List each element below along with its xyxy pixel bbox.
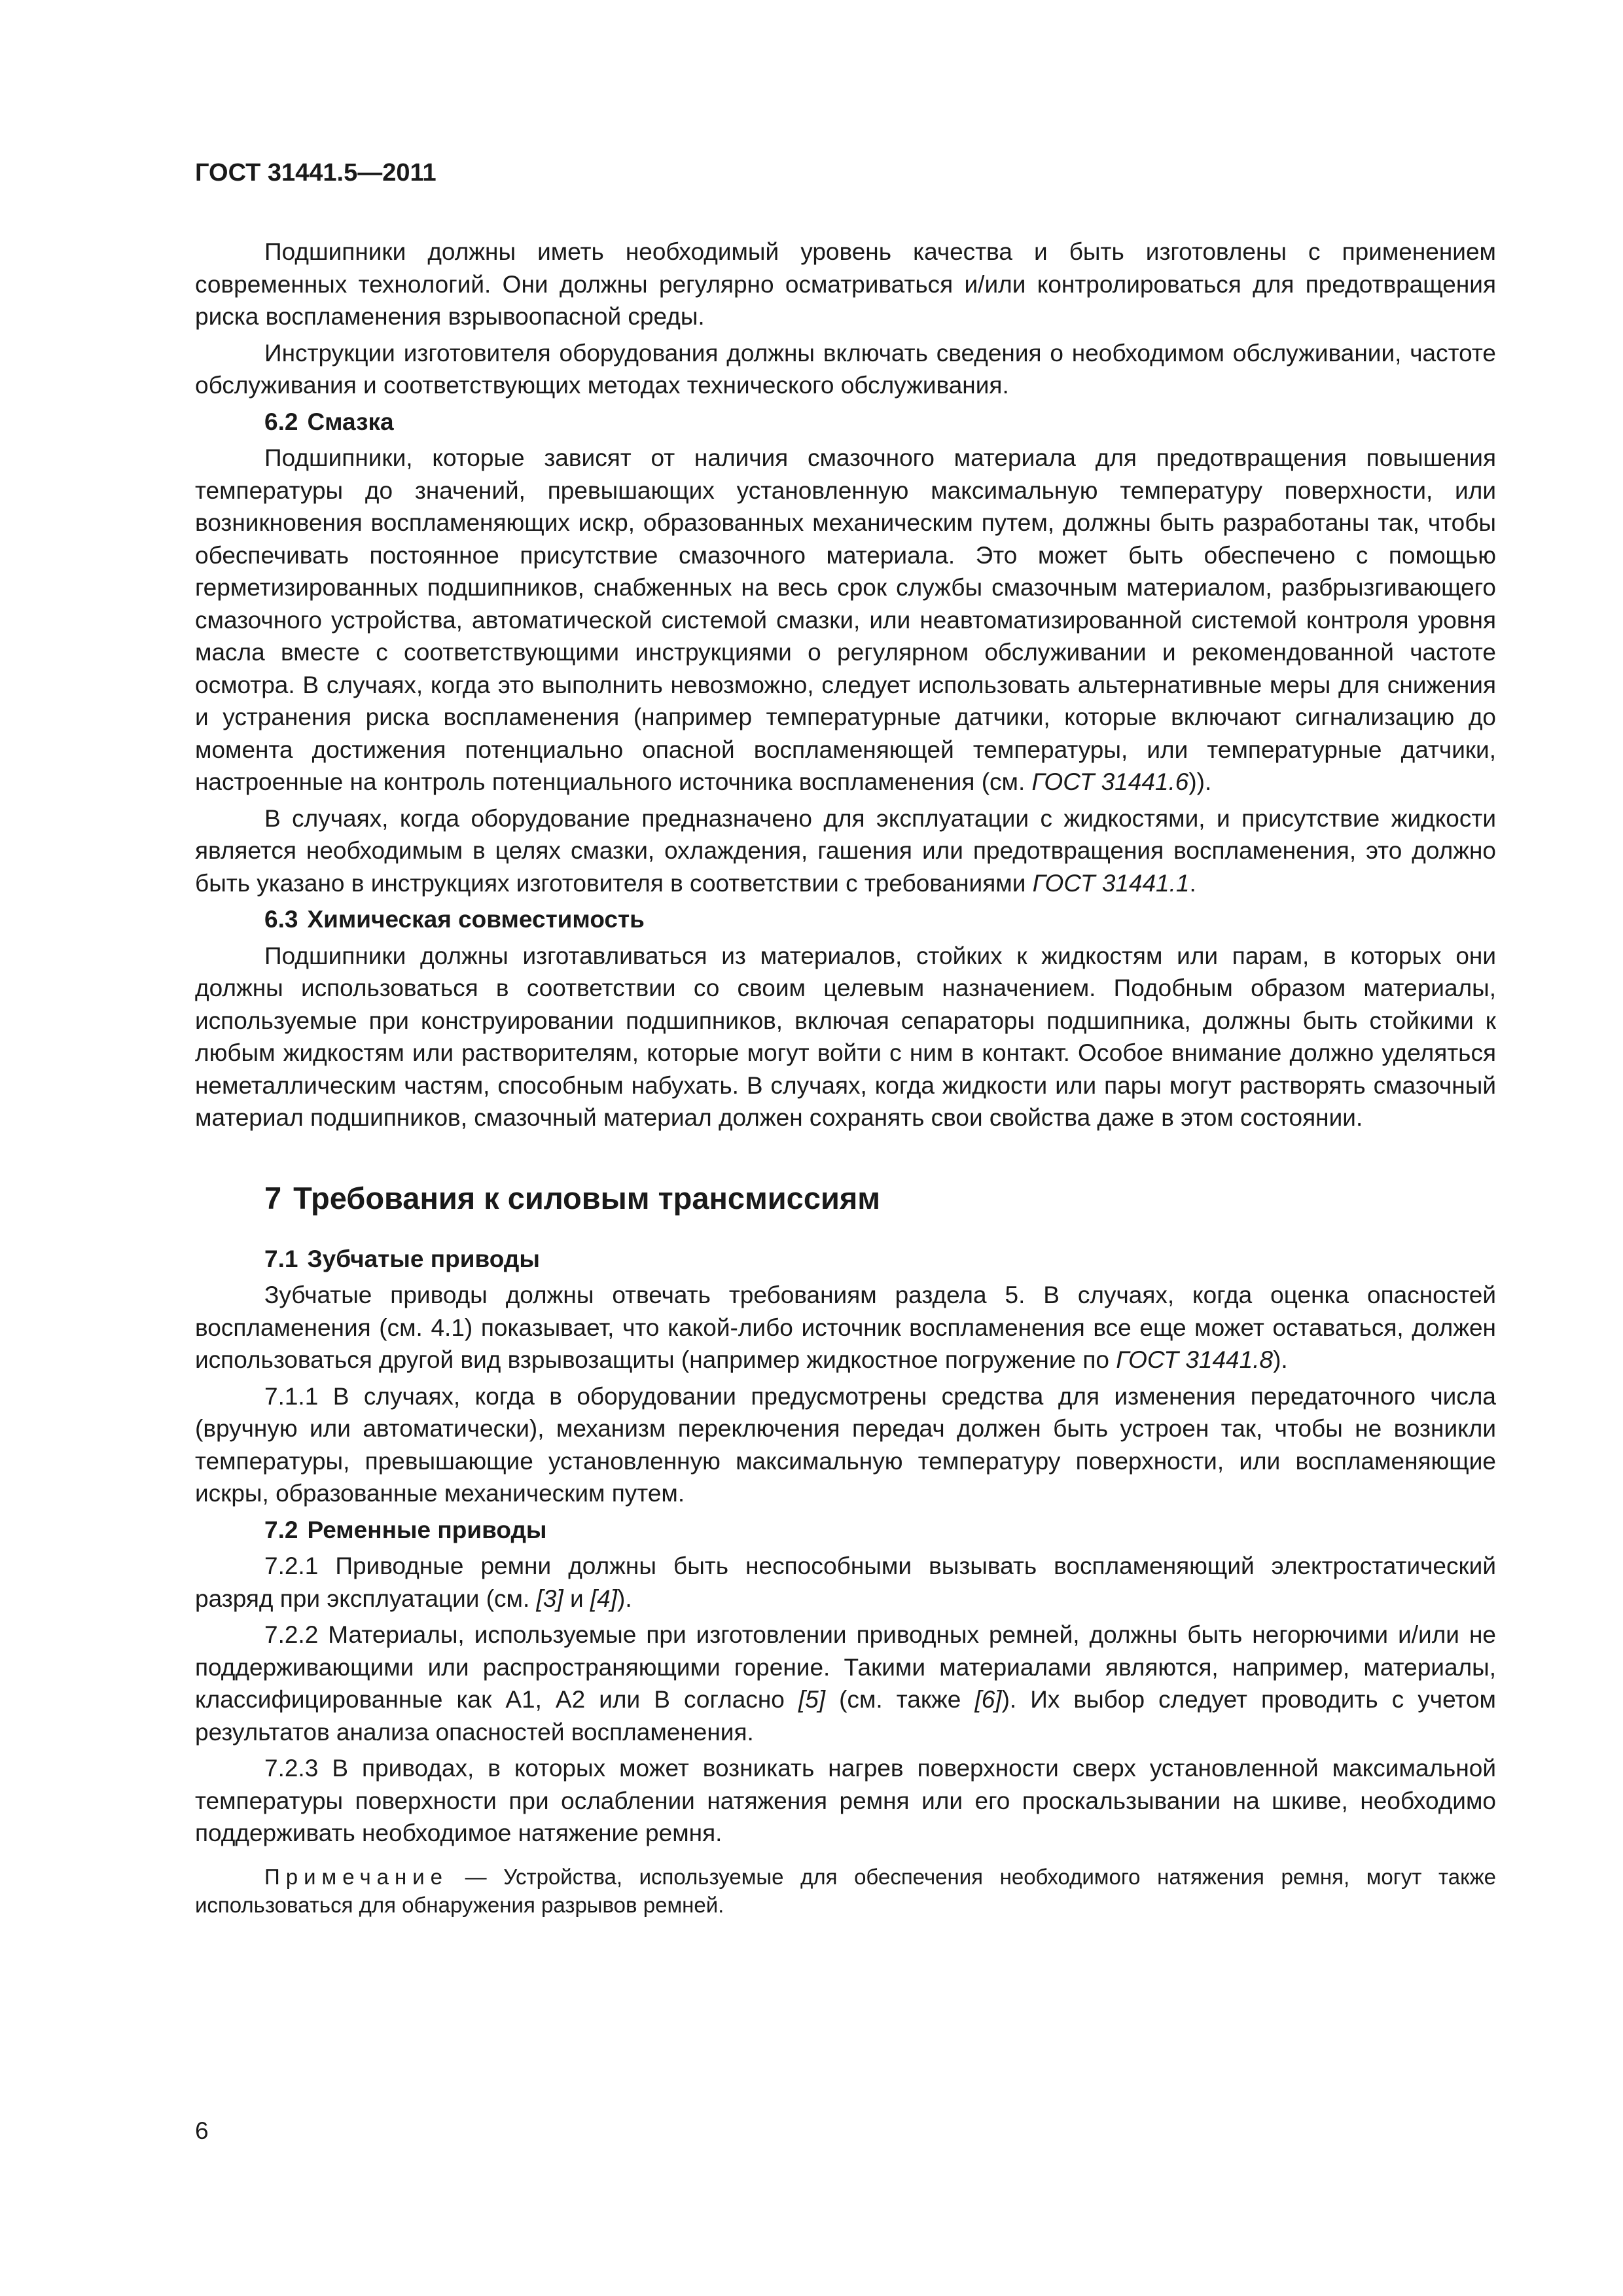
chapter-heading-7 bbox=[264, 1180, 1496, 1217]
document-page bbox=[195, 157, 1496, 1919]
note-text: Устройства, используемые для обеспечения необходимого натяжения ремня, могут также использоваться для обнаружения разрывов ремней. bbox=[195, 1864, 1496, 1917]
paragraph: 7.2.3 В приводах, в которых может возникать нагрев поверхности сверх установленной максимальной температуры поверхности при ослаблении натяжения ремня или его проскальзывании на шкиве, необходимо поддерживать необходимое натяжение ремня. bbox=[195, 1755, 1496, 1846]
bibliography-reference: [6] bbox=[974, 1686, 1002, 1713]
note-label: Примечание bbox=[264, 1864, 449, 1889]
section-heading-7-2 bbox=[264, 1514, 1496, 1547]
section-number: 7.2 bbox=[264, 1516, 298, 1543]
note: Примечание — Устройства, используемые для обеспечения необходимого натяжения ремня, могут также использоваться для обнаружения разрывов ремней. bbox=[195, 1864, 1496, 1917]
paragraph: Подшипники должны изготавливаться из материалов, стойких к жидкостям или парам, в которых они должны использоваться в соответствии со своим целевым назначением. Подобным образом материалы, используемые при конструировании подшипников, включая сепараторы подшипника, должны быть стойкими к любым жидкостям или растворителям, которые могут войти с ним в контакт. Особое внимание должно уделяться неметаллическим частям, способным набухать. В случаях, когда жидкости или пары могут растворять смазочный материал подшипников, смазочный материал должен сохранять свои свойства даже в этом состоянии. bbox=[195, 942, 1496, 1131]
paragraph: Подшипники должны иметь необходимый уровень качества и быть изготовлены с применением современных технологий. Они должны регулярно осматриваться и/или контролироваться для предотвращения риска воспламенения взрывоопасной среды. bbox=[195, 238, 1496, 330]
paragraph: Зубчатые приводы должны отвечать требованиям раздела 5. В случаях, когда оценка опасностей воспламенения (см. 4.1) показывает, что какой-либо источник воспламенения все еще может оставаться, должен использоваться другой вид взрывозащиты (например жидкостное погружение по ГОСТ 31441.8). bbox=[195, 1282, 1496, 1373]
section-number: 6.2 bbox=[264, 408, 298, 435]
document-code: ГОСТ 31441.5—2011 bbox=[195, 159, 437, 187]
section-number: 7.1 bbox=[264, 1245, 298, 1272]
section-number: 6.3 bbox=[264, 906, 298, 933]
paragraph: Подшипники, которые зависят от наличия смазочного материала для предотвращения повышения температуры до значений, превышающих установленную максимальную температуру поверхности, или возникновения воспламеняющих искр, образованных механическим путем, должны быть разработаны так, чтобы обеспечивать постоянное присутствие смазочного материала. Это может быть обеспечено с помощью герметизированных подшипников, снабженных на весь срок службы смазочным материалом, разбрызгивающего смазочного устройства, автоматической системой смазки, или неавтоматизированной системой контроля уровня масла вместе с соответствующими инструкциями о регулярном обслуживании и рекомендованной частоте осмотра. В случаях, когда это выполнить невозможно, следует использовать альтернативные меры для снижения и устранения риска воспламенения (например температурные датчики, которые включают сигнализацию до момента достижения потенциально опасной воспламеняющей температуры, или температурные датчики, настроенные на контроль потенциального источника воспламенения (см. ГОСТ 31441.6)). bbox=[195, 444, 1496, 795]
standard-reference: ГОСТ 31441.1 bbox=[1032, 869, 1190, 897]
section-heading-6-2 bbox=[264, 406, 1496, 439]
page-number: 6 bbox=[195, 2117, 209, 2144]
bibliography-reference: [3] bbox=[536, 1585, 563, 1612]
section-title: Ременные приводы bbox=[307, 1516, 547, 1543]
paragraph: В случаях, когда оборудование предназначено для эксплуатации с жидкостями, и присутствие жидкости является необходимым в целях смазки, охлаждения, гашения или предотвращения воспламенения, это должно быть указано в инструкциях изготовителя в соответствии с требованиями ГОСТ 31441.1. bbox=[195, 804, 1496, 897]
bibliography-reference: [5] bbox=[798, 1686, 826, 1713]
section-title: Смазка bbox=[307, 408, 394, 435]
section-heading-6-3 bbox=[264, 903, 1496, 936]
standard-reference: ГОСТ 31441.8 bbox=[1116, 1346, 1274, 1373]
paragraph: 7.2.1 Приводные ремни должны быть неспособными вызывать воспламеняющий электростатический разряд при эксплуатации (см. [3] и [4]). bbox=[195, 1552, 1496, 1612]
paragraph: 7.2.2 Материалы, используемые при изготовлении приводных ремней, должны быть негорючими и/или не поддерживающими или распространяющими горение. Такими материалами являются, например, материалы, классифицированные как А1, А2 или В согласно [5] (см. также [6]). Их выбор следует проводить с учетом результатов анализа опасностей воспламенения. bbox=[195, 1621, 1496, 1746]
standard-reference: ГОСТ 31441.6 bbox=[1031, 768, 1189, 795]
paragraph: 7.1.1 В случаях, когда в оборудовании предусмотрены средства для изменения передаточного числа (вручную или автоматически), механизм переключения передач должен быть устроен так, чтобы не возникли температуры, превышающие установленную максимальную температуру поверхности, или воспламеняющие искры, образованные механическим путем. bbox=[195, 1382, 1496, 1507]
paragraph: Инструкции изготовителя оборудования должны включать сведения о необходимом обслуживании, частоте обслуживания и соответствующих методах технического обслуживания. bbox=[195, 339, 1496, 399]
section-title: Зубчатые приводы bbox=[307, 1245, 540, 1272]
chapter-title: Требования к силовым трансмиссиям bbox=[293, 1180, 881, 1215]
section-title: Химическая совместимость bbox=[307, 906, 645, 933]
bibliography-reference: [4] bbox=[590, 1585, 618, 1612]
section-heading-7-1 bbox=[264, 1243, 1496, 1276]
chapter-number: 7 bbox=[264, 1180, 282, 1215]
